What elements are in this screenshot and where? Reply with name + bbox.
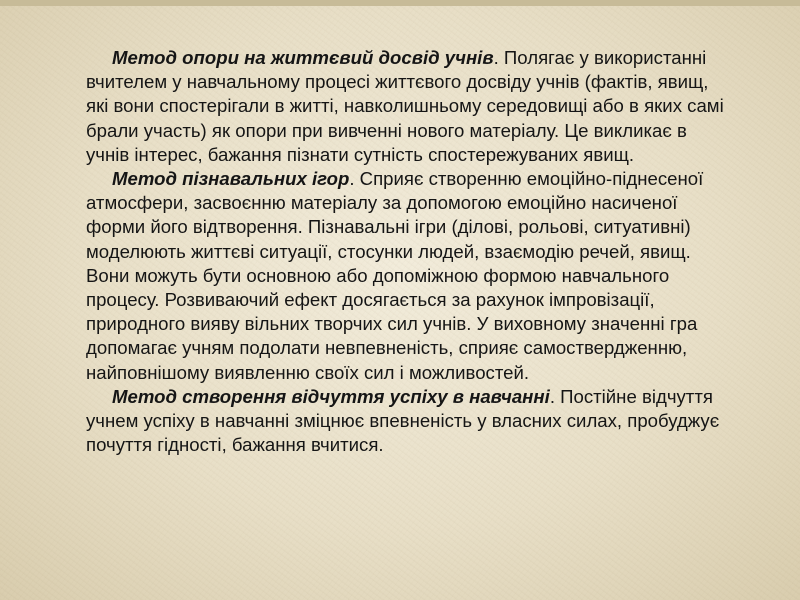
- paragraph-life-experience-method: [86, 46, 726, 167]
- top-accent-bar: [0, 0, 800, 6]
- method-description: . Полягає у використанні вчителем у навчальному процесі життєвого досвіду учнів (фактів, явищ, які вони спостерігали в житті, навколишньому середовищі або в яких самі брали участь) як опори при вивченні нового матеріалу. Це викликає в учнів інтерес, бажання пізнати сутність спостережуваних явищ.: [86, 47, 724, 165]
- slide-text-body: [86, 46, 726, 457]
- method-term: Метод пізнавальних ігор: [112, 168, 350, 190]
- method-description: . Постійне відчуття учнем успіху в навчанні зміцнює впевненість у власних силах, пробуджує почуття гідності, бажання вчитися.: [86, 385, 720, 456]
- paragraph-cognitive-games-method: [86, 167, 726, 385]
- method-term: Метод опори на життєвий досвід учнів: [112, 47, 494, 68]
- method-term: Метод створення відчуття успіху в навчанні: [112, 385, 550, 407]
- paragraph-success-feeling-method: [86, 385, 726, 458]
- method-description: . Сприяє створенню емоційно-піднесеної атмосфери, засвоєнню матеріалу за допомогою емоційно насиченої форми його відтворення. Пізнавальні ігри (ділові, рольові, ситуативні) моделюють життєві ситуації, стосунки людей, взаємодію речей, явищ. Вони можуть бути основною або допоміжною формою навчального процесу. Розвиваючий ефект досягається за рахунок імпровізації, природного вияву вільних творчих сил учнів. У виховному значенні гра допомагає учням подолати невпевненість, сприяє самоствердженню, найповнішому виявленню своїх сил і можливостей.: [86, 168, 704, 383]
